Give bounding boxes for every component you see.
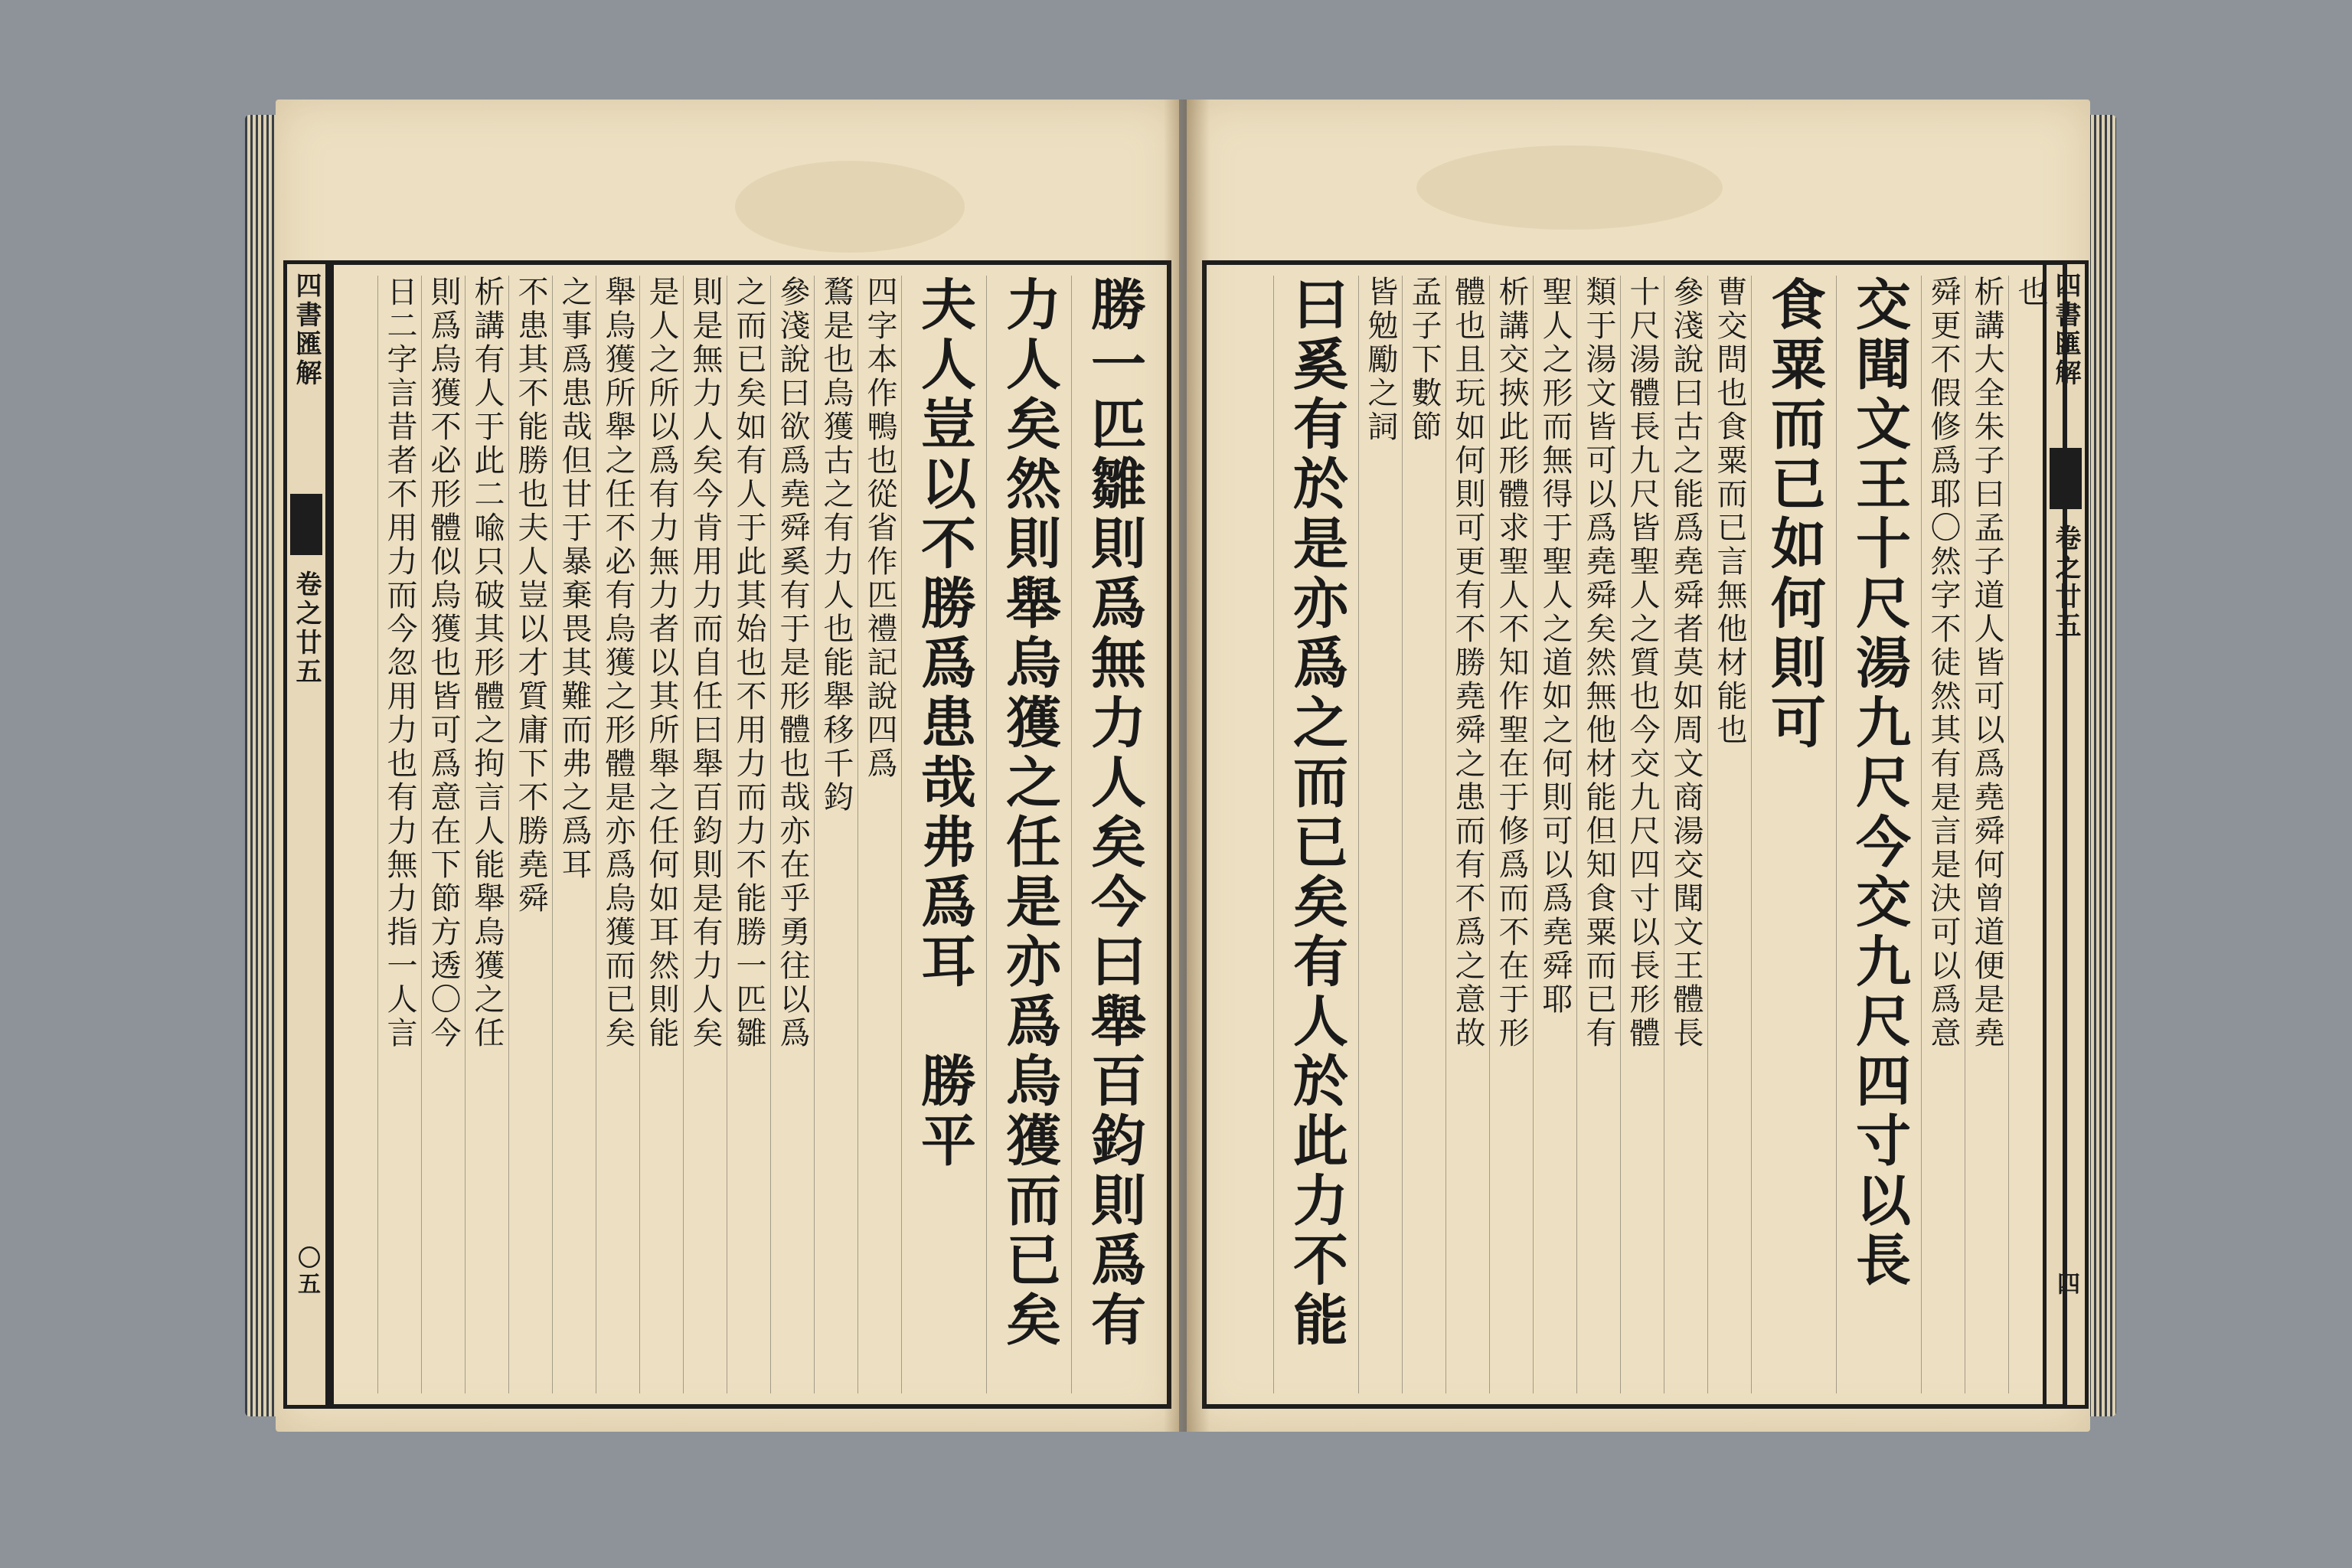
text-column: 之事爲患哉但甘于暴棄畏其難而弗之爲耳 bbox=[552, 276, 596, 1393]
text-column: 參淺說曰古之能爲堯舜者莫如周文商湯交聞文王體長 bbox=[1664, 276, 1707, 1393]
text-column: 則是無力人矣今肯用力而自任曰舉百鈞則是有力人矣 bbox=[683, 276, 727, 1393]
text-column: 也 bbox=[2008, 276, 2052, 1393]
text-column: 鶩是也烏獲古之有力人也能舉移千鈞 bbox=[814, 276, 858, 1393]
text-column: 聖人之形而無得于聖人之道如之何則可以爲堯舜耶 bbox=[1533, 276, 1576, 1393]
text-column: 之而已矣如有人于此其始也不用力而力不能勝一匹雛 bbox=[727, 276, 770, 1393]
text-column: 不患其不能勝也夫人豈以才質庸下不勝堯舜 bbox=[508, 276, 552, 1393]
text-column: 交聞文王十尺湯九尺今交九尺四寸以長 bbox=[1836, 276, 1921, 1393]
text-column: 析講有人于此二喩只破其形體之拘言人能舉烏獲之任 bbox=[465, 276, 508, 1393]
text-column: 析講大全朱子曰孟子道人皆可以爲堯舜何曾道便是堯 bbox=[1965, 276, 2008, 1393]
book-edge-right bbox=[2086, 115, 2116, 1416]
right-margin-title: 四書匯解 bbox=[2050, 272, 2081, 388]
text-column: 曹交問也食粟而已言無他材能也 bbox=[1707, 276, 1751, 1393]
text-column: 力人矣然則舉烏獲之任是亦爲烏獲而已矣 bbox=[986, 276, 1071, 1393]
book-gutter bbox=[1164, 100, 1210, 1432]
text-column: 四字本作鴨也從省作匹禮記說四爲 bbox=[858, 276, 901, 1393]
left-margin-chapter: 卷之廿五 bbox=[291, 570, 322, 687]
text-column: 曰奚有於是亦爲之而已矣有人於此力不能 bbox=[1273, 276, 1358, 1393]
left-margin-number: 〇五 bbox=[293, 1246, 320, 1298]
text-column: 食粟而已如何則可 bbox=[1751, 276, 1836, 1393]
left-page bbox=[276, 100, 1179, 1432]
text-column: 勝一匹雛則爲無力人矣今曰舉百鈞則爲有 bbox=[1071, 276, 1156, 1393]
text-column: 日二字言昔者不用力而今忽用力也有力無力指一人言 bbox=[377, 276, 421, 1393]
right-text-columns bbox=[1217, 276, 2052, 1393]
text-column: 皆勉勵之詞 bbox=[1358, 276, 1402, 1393]
open-book bbox=[245, 84, 2128, 1455]
text-column: 則爲烏獲不必形體似烏獲也皆可爲意在下節方透〇今 bbox=[421, 276, 465, 1393]
text-column: 舜更不假修爲耶〇然字不徒然其有是言是決可以爲意 bbox=[1921, 276, 1965, 1393]
text-column: 參淺說曰欲爲堯舜奚有于是形體也哉亦在乎勇往以爲 bbox=[770, 276, 814, 1393]
text-column: 夫人豈以不勝爲患哉弗爲耳 勝平 bbox=[901, 276, 986, 1393]
right-page bbox=[1187, 100, 2090, 1432]
text-column: 析講交挾此形體求聖人不知作聖在于修爲而不在于形 bbox=[1489, 276, 1533, 1393]
right-margin-chapter: 卷之廿五 bbox=[2050, 524, 2081, 641]
text-column: 類于湯文皆可以爲堯舜矣然無他材能但知食粟而已有 bbox=[1576, 276, 1620, 1393]
text-column: 十尺湯體長九尺皆聖人之質也今交九尺四寸以長形體 bbox=[1620, 276, 1664, 1393]
left-text-columns bbox=[345, 276, 1156, 1393]
left-page-margin-strip bbox=[283, 260, 329, 1409]
left-margin-title: 四書匯解 bbox=[291, 272, 322, 388]
right-margin-number: 四 bbox=[2053, 1272, 2079, 1298]
text-column: 舉烏獲所舉之任不必有烏獲之形體是亦爲烏獲而已矣 bbox=[596, 276, 639, 1393]
text-column: 體也且玩如何則可更有不勝堯舜之患而有不爲之意故 bbox=[1446, 276, 1489, 1393]
text-column: 是人之所以爲有力無力者以其所舉之任何如耳然則能 bbox=[639, 276, 683, 1393]
right-text-frame bbox=[1202, 260, 2067, 1409]
text-column: 孟子下數節 bbox=[1402, 276, 1446, 1393]
left-text-frame bbox=[329, 260, 1171, 1409]
